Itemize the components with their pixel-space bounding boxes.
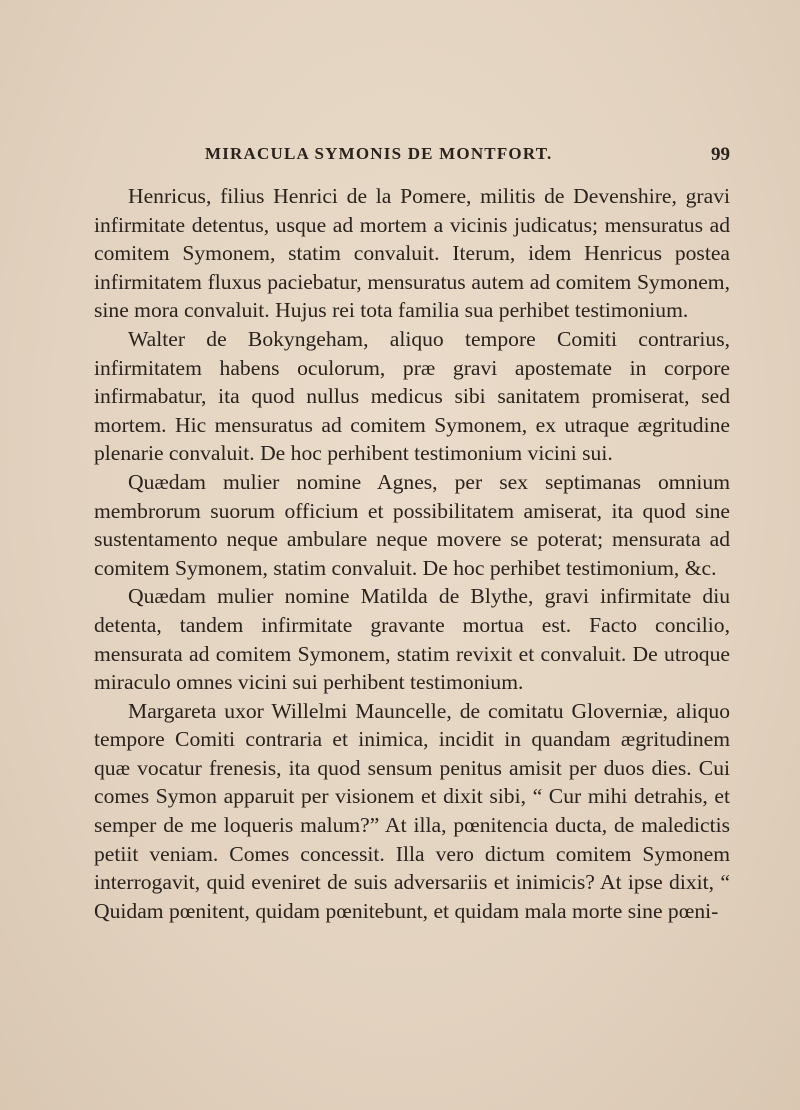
paragraph-matilda: Quædam mulier nomine Matilda de Blythe, gravi infirmitate diu detenta, tandem infirmitate gravante mortua est. Facto concilio, mensurata ad comitem Symonem, statim revixit et convaluit. De utroque miraculo omnes vicini sui perhibent testimonium. <box>94 584 730 695</box>
paragraph-margareta: Margareta uxor Willelmi Mauncelle, de comitatu Gloverniæ, aliquo tempore Comiti contraria et inimica, incidit in quandam ægritudinem quæ vocatur frenesis, ita quod sensum penitus amisit per duos dies. Cui comes Symon apparuit per visionem et dixit sibi, “ Cur mihi detrahis, et semper de me loqueris malum?” At illa, pœnitencia ducta, de maledictis petiit veniam. Comes concessit. Illa vero dictum comitem Symonem interrogavit, quid eveniret de suis adversariis et inimicis? At ipse dixit, “ Quidam pœnitent, quidam pœnitebunt, et quidam mala morte sine pœni- <box>94 698 730 923</box>
paragraph-walter: Walter de Bokyngeham, aliquo tempore Comiti contrarius, infirmitatem habens oculorum, præ gravi apostemate in corpore infirmabatur, ita quod nullus medicus sibi sanitatem promiserat, sed mortem. Hic mensuratus ad comitem Symonem, ex utraque ægritudine plenarie convaluit. De hoc perhibent testimonium vicini sui. <box>94 326 730 466</box>
paragraph-agnes: Quædam mulier nomine Agnes, per sex septimanas omnium membrorum suorum officium et possibilitatem amiserat, ita quod sine sustentamento neque ambulare neque movere se poterat; mensurata ad comitem Symonem, statim convaluit. De hoc perhibet testimonium, &c. <box>94 469 730 580</box>
running-title: MIRACULA SYMONIS DE MONTFORT. <box>205 144 553 163</box>
paragraph-henricus: Henricus, filius Henrici de la Pomere, militis de Devenshire, gravi infirmitate detentus, usque ad mortem a vicinis judicatus; mensuratus ad comitem Symonem, statim convaluit. Iterum, idem Henricus postea infirmitatem fluxus paciebatur, mensuratus autem ad comitem Symonem, sine mora convaluit. Hujus rei tota familia sua perhibet testimonium. <box>94 184 730 323</box>
page-number: 99 <box>711 144 730 165</box>
body-text <box>94 182 730 925</box>
page-header <box>205 144 730 170</box>
